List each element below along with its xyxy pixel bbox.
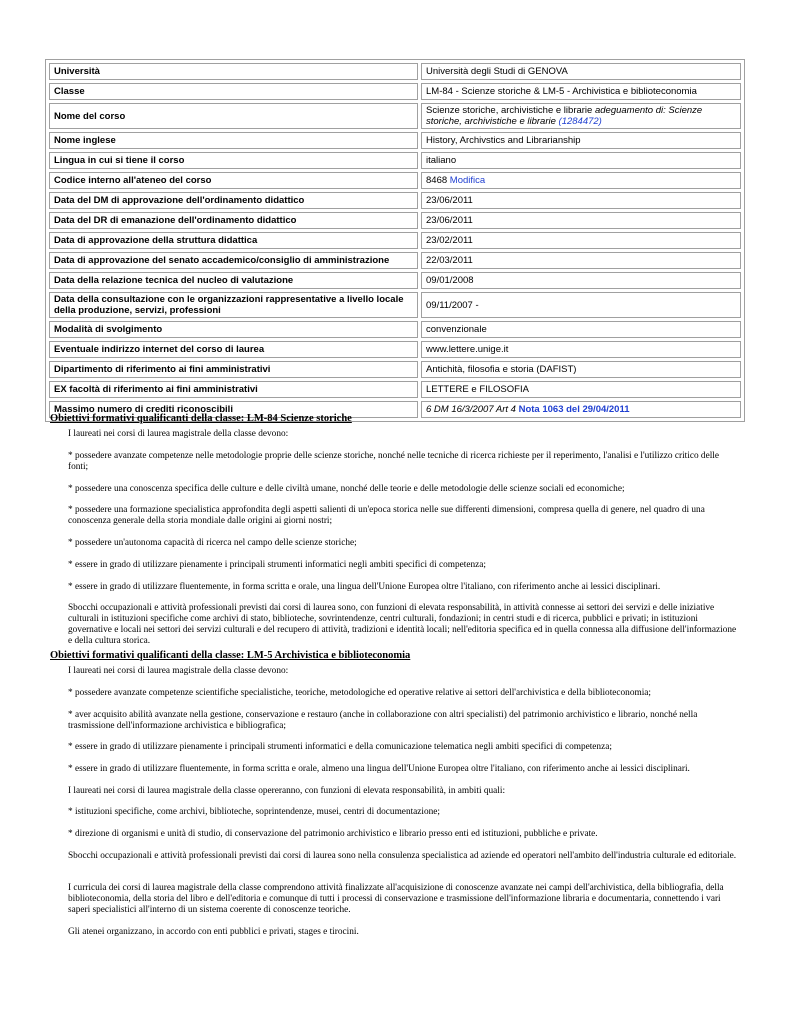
table-row xyxy=(49,63,741,80)
row-label: Data di approvazione della struttura didattica xyxy=(49,232,418,249)
table-row xyxy=(49,272,741,289)
course-name: Scienze storiche, archivistiche e librarie xyxy=(426,105,593,116)
row-label: Data del DR di emanazione dell'ordinamento didattico xyxy=(49,212,418,229)
row-value: Antichità, filosofia e storia (DAFIST) xyxy=(421,361,741,378)
paragraph: I laureati nei corsi di laurea magistrale della classe opereranno, con funzioni di elevata responsabilità, in ambiti quali: xyxy=(68,786,506,796)
modify-link[interactable]: Modifica xyxy=(449,175,486,186)
paragraph: * essere in grado di utilizzare fluentemente, in forma scritta e orale, una lingua dell'Unione Europea oltre l'italiano, con riferimento anche ai lessici disciplinari. xyxy=(68,582,661,592)
table-row xyxy=(49,361,741,378)
table-row xyxy=(49,252,741,269)
paragraph: * possedere un'autonoma capacità di ricerca nel campo delle scienze storiche; xyxy=(68,538,357,548)
row-value: 22/03/2011 xyxy=(421,252,741,269)
course-code-link[interactable]: (1284472) xyxy=(558,116,602,127)
row-value: convenzionale xyxy=(421,321,741,338)
row-value xyxy=(421,401,741,418)
paragraph: Gli atenei organizzano, in accordo con enti pubblici e privati, stages e tirocini. xyxy=(68,927,359,937)
row-value: 23/06/2011 xyxy=(421,212,741,229)
row-value: 23/06/2011 xyxy=(421,192,741,209)
table-row xyxy=(49,341,741,358)
row-value: LM-84 - Scienze storiche & LM-5 - Archivistica e biblioteconomia xyxy=(421,83,741,100)
row-label: Codice interno all'ateneo del corso xyxy=(49,172,418,189)
paragraph: * possedere una conoscenza specifica delle culture e delle civiltà umane, nonché delle teorie e delle metodologie delle scienze sociali ed economiche; xyxy=(68,484,625,494)
row-value: Università degli Studi di GENOVA xyxy=(421,63,741,80)
row-value: 09/11/2007 - xyxy=(421,292,741,318)
paragraph: * essere in grado di utilizzare pienamente i principali strumenti informatici negli ambiti specifici di competenza; xyxy=(68,560,486,570)
row-label: Massimo numero di crediti riconoscibili xyxy=(49,401,418,418)
paragraph: * aver acquisito abilità avanzate nella gestione, conservazione e restauro (anche in collaborazione con altri specialisti) del patrimonio archivistico e librario, nonché nella trasmissione dell'informazione archivistica e bibliografica; xyxy=(68,710,698,731)
row-label: Data del DM di approvazione dell'ordinamento didattico xyxy=(49,192,418,209)
table-row xyxy=(49,192,741,209)
row-label: Data della relazione tecnica del nucleo di valutazione xyxy=(49,272,418,289)
row-value: italiano xyxy=(421,152,741,169)
paragraph: I laureati nei corsi di laurea magistrale della classe devono: xyxy=(68,429,289,439)
table-row xyxy=(49,172,741,189)
row-value: LETTERE e FILOSOFIA xyxy=(421,381,741,398)
paragraph: * possedere avanzate competenze scientifiche specialistiche, teoriche, metodologiche ed operative relative ai settori dell'archivistica e della biblioteconomia; xyxy=(68,688,651,698)
section-title-lm5: Obiettivi formativi qualificanti della classe: LM-5 Archivistica e biblioteconomia xyxy=(50,650,411,661)
row-label: Data di approvazione del senato accademico/consiglio di amministrazione xyxy=(49,252,418,269)
row-value: 09/01/2008 xyxy=(421,272,741,289)
row-label: Nome del corso xyxy=(49,103,418,129)
row-value: www.lettere.unige.it xyxy=(421,341,741,358)
table-row xyxy=(49,152,741,169)
row-label: Eventuale indirizzo internet del corso di laurea xyxy=(49,341,418,358)
row-value xyxy=(421,103,741,129)
table-row xyxy=(49,132,741,149)
row-label: Classe xyxy=(49,83,418,100)
row-label: Lingua in cui si tiene il corso xyxy=(49,152,418,169)
paragraph: I curricula dei corsi di laurea magistrale della classe comprendono attività finalizzate all'acquisizione di conoscenze avanzate nei campi dell'archivistica, della bibliografia, della biblioteconomia, della storia del libro e dell'editoria e comunque di tutti i processi di conservazione e trasmissione dell'informazione libraria e documentaria, connettendo i vari saperi specialistici all'interno di un sistema coerente di conoscenze teoriche. xyxy=(68,883,724,915)
row-value xyxy=(421,172,741,189)
row-value: 23/02/2011 xyxy=(421,232,741,249)
row-label: EX facoltà di riferimento ai fini amministrativi xyxy=(49,381,418,398)
course-info-table xyxy=(45,59,745,422)
credits-reference: 6 DM 16/3/2007 Art 4 xyxy=(426,404,516,415)
paragraph: * direzione di organismi e unità di studio, di conservazione del patrimonio archivistico e librario presso enti ed istituzioni, pubbliche e private. xyxy=(68,829,598,839)
paragraph: * possedere avanzate competenze nelle metodologie proprie delle scienze storiche, nonché nelle tecniche di ricerca richieste per il reperimento, l'analisi e l'utilizzo critico delle fonti; xyxy=(68,451,719,472)
internal-code: 8468 xyxy=(426,175,448,186)
paragraph: I laureati nei corsi di laurea magistrale della classe devono: xyxy=(68,666,289,676)
table-row xyxy=(49,292,741,318)
section-title-lm84: Obiettivi formativi qualificanti della classe: LM-84 Scienze storiche xyxy=(50,413,352,424)
row-label: Data della consultazione con le organizzazioni rappresentative a livello locale della produzione, servizi, professioni xyxy=(49,292,418,318)
table-row xyxy=(49,232,741,249)
table-row xyxy=(49,212,741,229)
table-row xyxy=(49,103,741,129)
paragraph: * essere in grado di utilizzare fluentemente, in forma scritta e orale, almeno una lingua dell'Unione Europea oltre l'italiano, con riferimento anche ai lessici disciplinari. xyxy=(68,764,690,774)
table-row xyxy=(49,83,741,100)
row-value: History, Archivstics and Librarianship xyxy=(421,132,741,149)
paragraph: * istituzioni specifiche, come archivi, biblioteche, soprintendenze, musei, centri di documentazione; xyxy=(68,807,441,817)
note-link[interactable]: Nota 1063 del 29/04/2011 xyxy=(518,404,630,415)
table-row xyxy=(49,321,741,338)
course-adjustment: adeguamento di: Scienze storiche, archivistiche e librarie xyxy=(426,105,703,127)
paragraph: * essere in grado di utilizzare pienamente i principali strumenti informatici e della comunicazione telematica negli ambiti specifici di competenza; xyxy=(68,742,612,752)
paragraph: * possedere una formazione specialistica approfondita degli aspetti salienti di un'epoca storica nelle sue differenti dimensioni, compresa quella di genere, nel quadro di una conoscenza generale della storia mondiale dalle origini ai giorni nostri; xyxy=(68,505,705,526)
paragraph: Sbocchi occupazionali e attività professionali previsti dai corsi di laurea sono, con funzioni di elevata responsabilità, in attività connesse ai settori dei servizi e delle iniziative culturali in istituzioni specifiche come archivi di stato, biblioteche, sovrintendenze, centri culturali, fondazioni; in centri studi e di ricerca, pubblici e privati; in istituzioni governative e locali nei settori dei servizi culturali e del recupero di attività, tradizioni e identità locali; nell'editoria specifica ed in quella connessa alla diffusione dell'informazione e della cultura storica. xyxy=(68,603,737,646)
paragraph: Sbocchi occupazionali e attività professionali previsti dai corsi di laurea sono nella consulenza specialistica ad aziende ed operatori nell'ambito dell'industria culturale ed editoriale. xyxy=(68,851,737,861)
table-row xyxy=(49,381,741,398)
row-label: Università xyxy=(49,63,418,80)
row-label: Modalità di svolgimento xyxy=(49,321,418,338)
row-label: Nome inglese xyxy=(49,132,418,149)
row-label: Dipartimento di riferimento ai fini amministrativi xyxy=(49,361,418,378)
